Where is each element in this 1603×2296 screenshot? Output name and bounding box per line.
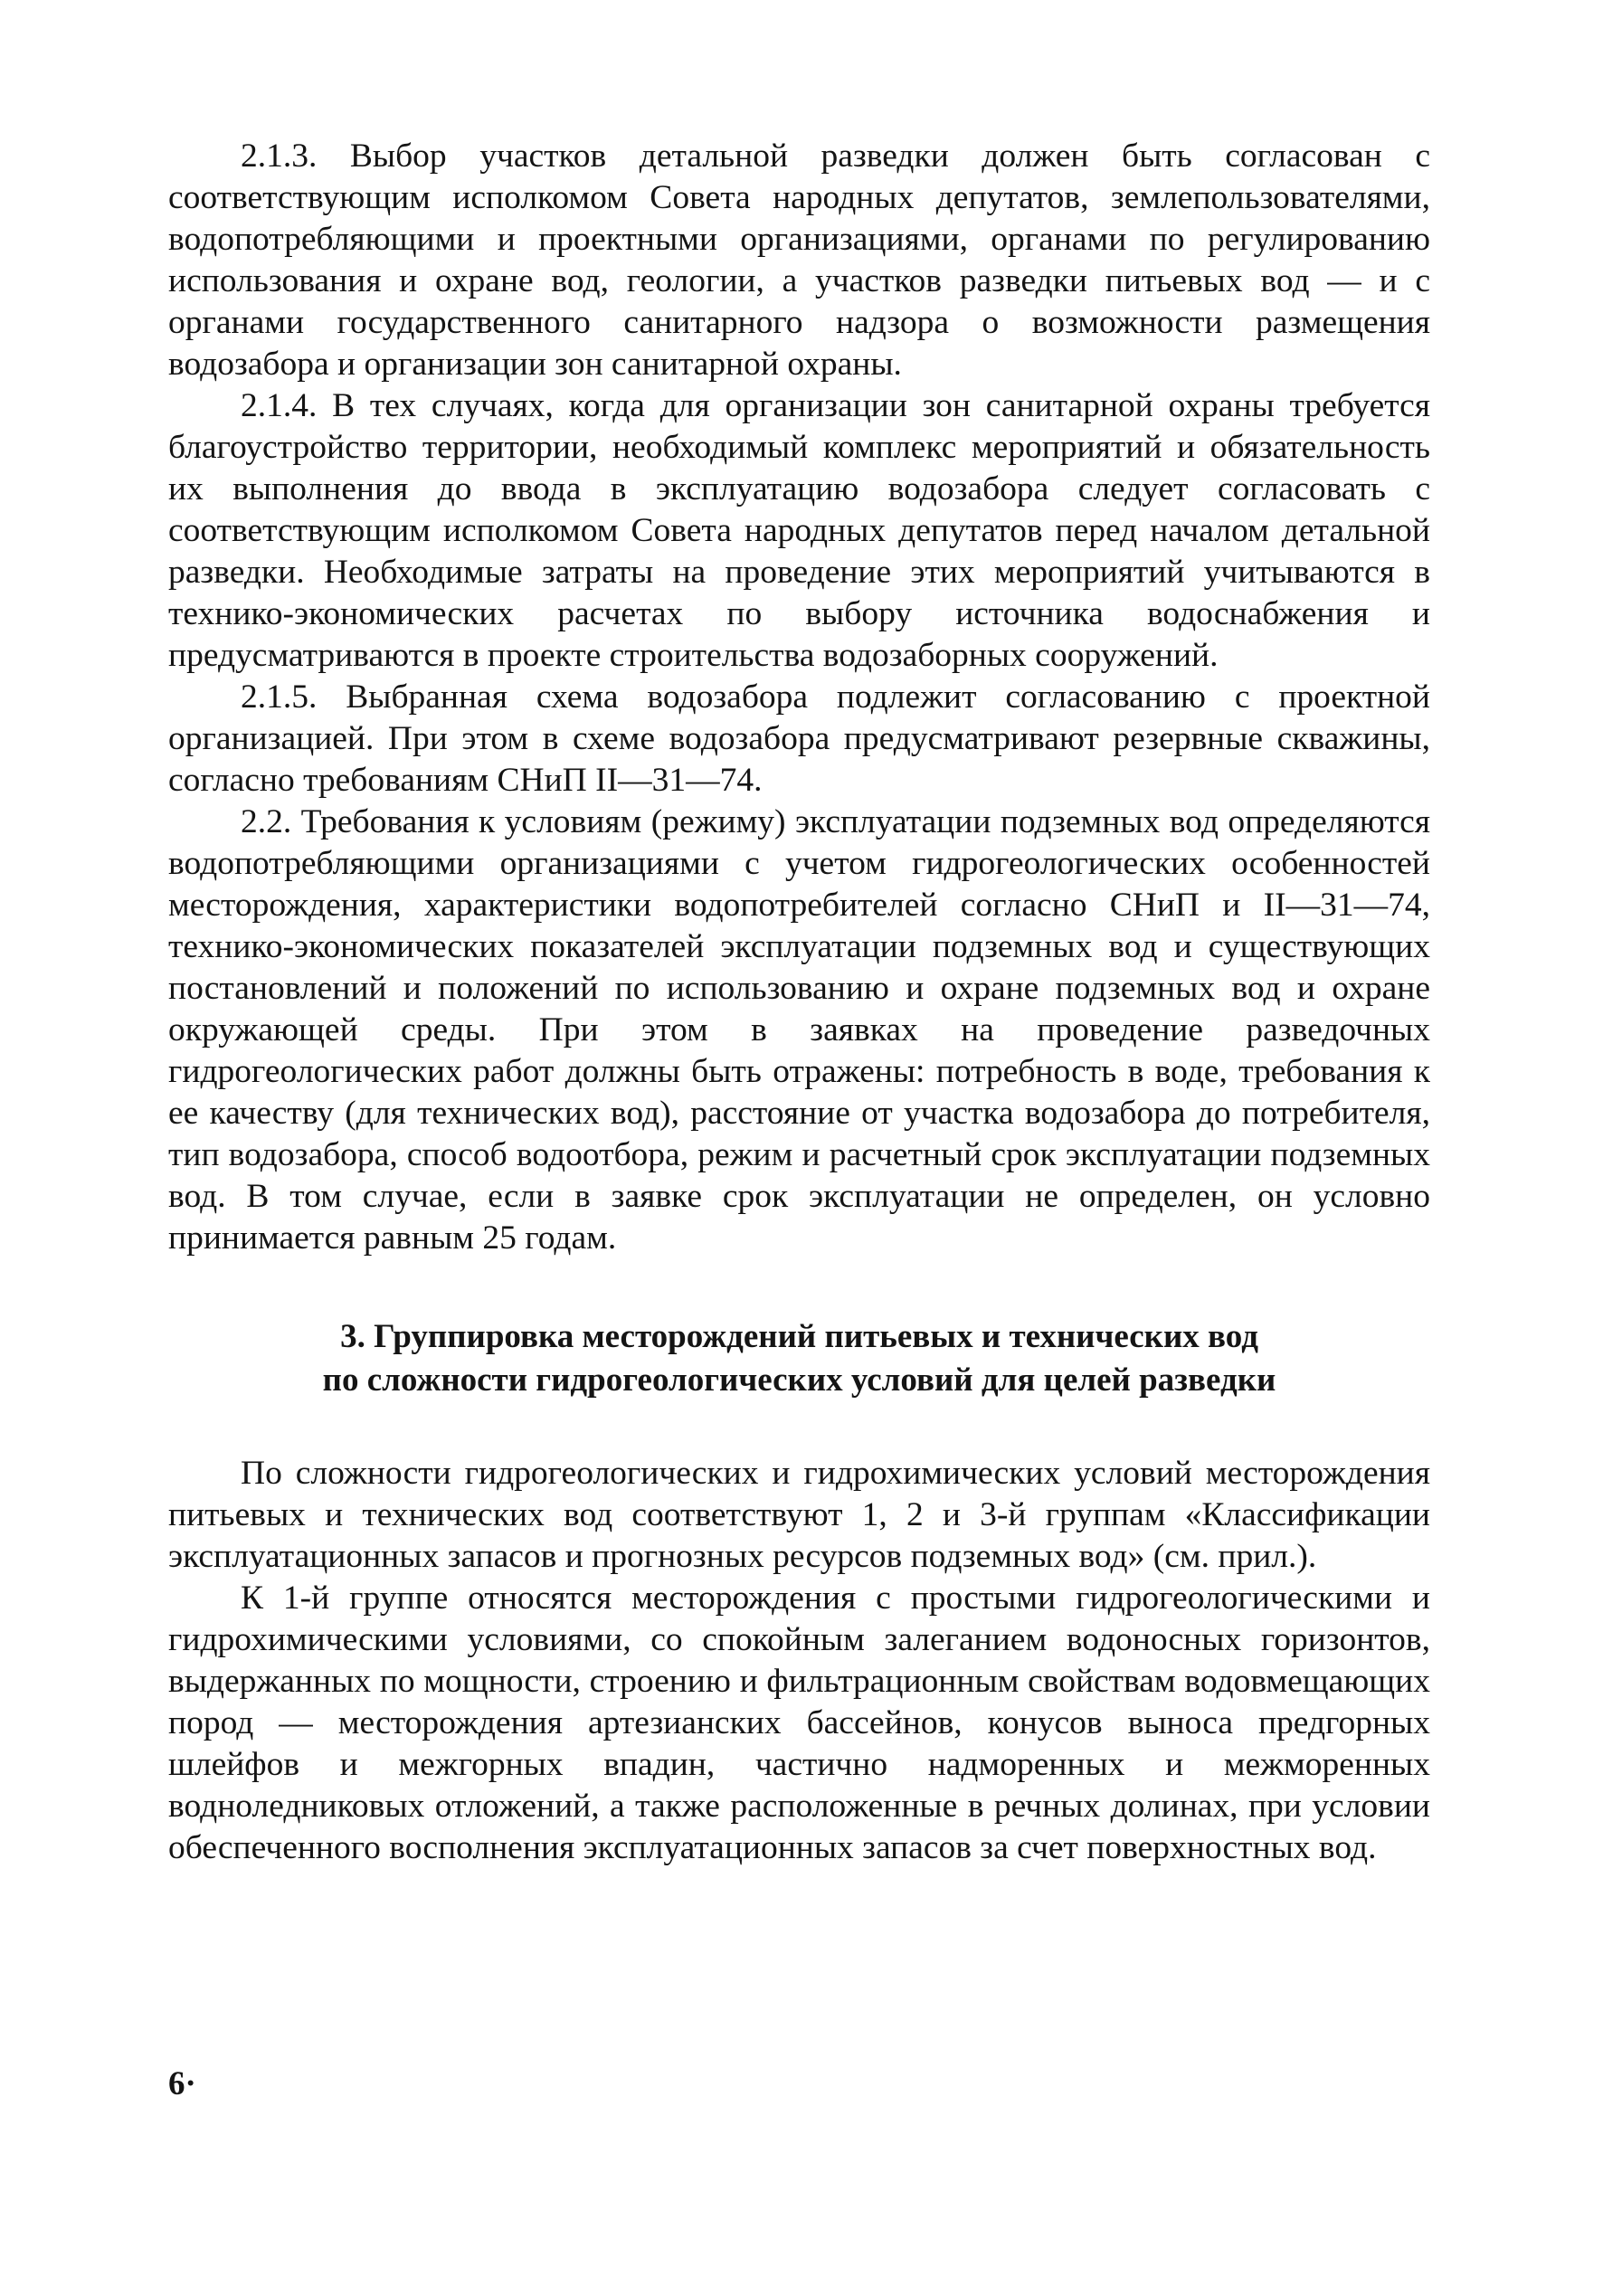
paragraph-group-1: К 1-й группе относятся месторождения с простыми гидрогеологическими и гидрохимическими условиями, со спокойным залеганием водоносных горизонтов, выдержанных по мощности, строению и фильтрационным свойствам водовмещающих пород — месторождения артезианских бассейнов, конусов выноса предгорных шлейфов и межгорных впадин, частично надморенных и межморенных водноледниковых отложений, а также расположенные в речных долинах, при условии обеспеченного восполнения эксплуатационных запасов за счет поверхностных вод. bbox=[168, 1580, 1430, 1866]
paragraph-2-2: 2.2. Требования к условиям (режиму) эксплуатации подземных вод определяются водопотребляющими организациями с учетом гидрогеологических особенностей месторождения, характеристики водопотребителей согласно СНиП и II—31—74, технико-экономических показателей эксплуатации подземных вод и существующих постановлений и положений по использованию и охране подземных вод и охране окружающей среды. При этом в заявках на проведение разведочных гидрогеологических работ должны быть отражены: потребность в воде, требования к ее качеству (для технических вод), расстояние от участка водозабора до потребителя, тип водозабора, способ водоотбора, режим и расчетный срок эксплуатации подземных вод. В том случае, если в заявке срок эксплуатации не определен, он условно принимается равным 25 годам. bbox=[168, 803, 1430, 1257]
paragraph-2-1-5: 2.1.5. Выбранная схема водозабора подлежит согласованию с проектной организацией. При этом в схеме водозабора предусматривают резервные скважины, согласно требованиям СНиП II—31—74. bbox=[168, 678, 1430, 799]
section-heading bbox=[168, 1315, 1430, 1402]
paragraph-2-1-3: 2.1.3. Выбор участков детальной разведки должен быть согласован с соответствующим исполкомом Совета народных депутатов, землепользователями, водопотребляющими и проектными организациями, органами по регулированию использования и охране вод, геологии, а участков разведки питьевых вод — и с органами государственного санитарного надзора о возможности размещения водозабора и организации зон санитарной охраны. bbox=[168, 138, 1430, 383]
page-number: 6· bbox=[168, 2065, 196, 2102]
section-heading-line-1: 3. Группировка месторождений питьевых и технических вод bbox=[340, 1318, 1258, 1355]
document-page bbox=[168, 136, 1430, 1869]
paragraph-groups-intro: По сложности гидрогеологических и гидрохимических условий месторождения питьевых и технических вод соответствуют 1, 2 и 3-й группам «Классификации эксплуатационных запасов и прогнозных ресурсов подземных вод» (см. прил.). bbox=[168, 1455, 1430, 1575]
paragraph-2-1-4: 2.1.4. В тех случаях, когда для организации зон санитарной охраны требуется благоустройство территории, необходимый комплекс мероприятий и обязательность их выполнения до ввода в эксплуатацию водозабора следует согласовать с соответствующим исполкомом Совета народных депутатов перед началом детальной разведки. Необходимые затраты на проведение этих мероприятий учитываются в технико-экономических расчетах по выбору источника водоснабжения и предусматриваются в проекте строительства водозаборных сооружений. bbox=[168, 387, 1430, 674]
section-heading-line-2: по сложности гидрогеологических условий для целей разведки bbox=[322, 1361, 1276, 1399]
